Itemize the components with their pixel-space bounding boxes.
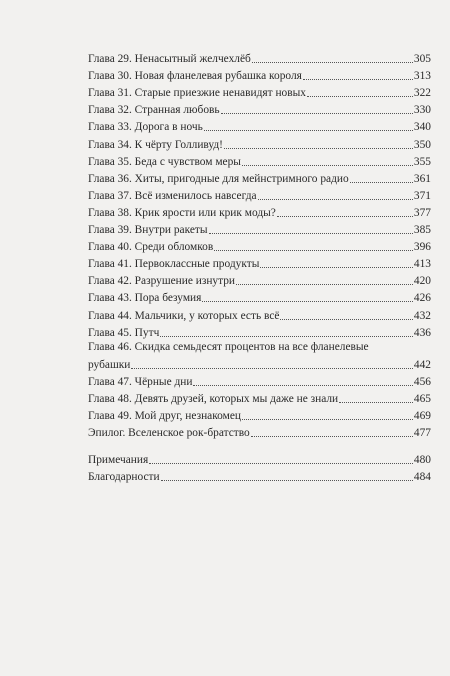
toc-entry-title: Глава 30. Новая фланелевая рубашка короля (88, 70, 302, 83)
toc-entry-page: 350 (413, 138, 431, 151)
toc-entry (88, 237, 431, 254)
toc-entry-title: Глава 33. Дорога в ночь (88, 121, 203, 134)
toc-leader-dots (224, 148, 413, 149)
toc-leader-dots (202, 301, 413, 302)
toc-entry-page: 371 (413, 189, 431, 202)
toc-leader-dots (193, 385, 412, 386)
toc-entry (88, 406, 431, 423)
toc-entry-title: Благодарности (88, 471, 160, 484)
toc-entry-page: 396 (413, 241, 431, 254)
toc-entry (88, 271, 431, 288)
toc-entry-continuation (88, 355, 431, 372)
toc-entry-page: 355 (413, 155, 431, 168)
toc-entry (88, 49, 431, 66)
toc-entry (88, 323, 431, 340)
toc-entry-title: Глава 43. Пора безумия (88, 292, 202, 305)
toc-entry-title: Глава 47. Чёрные дни (88, 375, 193, 388)
toc-entry-title: Глава 46. Скидка семьдесят процентов на все фланелевые (88, 340, 369, 353)
table-of-contents (88, 49, 431, 484)
toc-leader-dots (131, 368, 413, 369)
toc-entry-page: 465 (413, 392, 431, 405)
toc-entry-title: Глава 48. Девять друзей, которых мы даже не знали (88, 392, 339, 405)
toc-leader-dots (236, 284, 413, 285)
toc-entry-page: 361 (413, 172, 431, 185)
toc-entry-page: 484 (413, 471, 431, 484)
toc-leader-dots (252, 62, 413, 63)
toc-entry-title: Эпилог. Вселенское рок-братство (88, 427, 250, 440)
toc-leader-dots (251, 436, 413, 437)
toc-entry-title: Примечания (88, 454, 149, 467)
toc-entry-page: 436 (413, 326, 431, 339)
toc-entry-title: Глава 40. Среди обломков (88, 241, 214, 254)
toc-entry (88, 389, 431, 406)
toc-entry-title: Глава 45. Путч (88, 326, 160, 339)
toc-entry-title: Глава 41. Первоклассные продукты (88, 258, 260, 271)
toc-entry-page: 330 (413, 104, 431, 117)
toc-leader-dots (303, 79, 413, 80)
toc-entry (88, 169, 431, 186)
toc-leader-dots (260, 267, 413, 268)
toc-leader-dots (221, 113, 413, 114)
toc-leader-dots (339, 402, 413, 403)
toc-entry (88, 100, 431, 117)
toc-entry (88, 467, 431, 484)
toc-entry-title: Глава 36. Хиты, пригодные для мейнстримного радио (88, 172, 349, 185)
toc-entry (88, 66, 431, 83)
toc-leader-dots (258, 199, 413, 200)
toc-entry (88, 152, 431, 169)
toc-entry (88, 254, 431, 271)
toc-entry-title: Глава 32. Странная любовь (88, 104, 220, 117)
toc-entry (88, 203, 431, 220)
toc-leader-dots (214, 250, 413, 251)
toc-entry (88, 340, 431, 372)
toc-entry-title: Глава 42. Разрушение изнутри (88, 275, 236, 288)
toc-leader-dots (161, 480, 413, 481)
toc-leader-dots (242, 165, 413, 166)
toc-entry (88, 134, 431, 151)
toc-entry-page: 413 (413, 258, 431, 271)
toc-leader-dots (160, 336, 413, 337)
toc-entry-page: 322 (413, 87, 431, 100)
toc-entry-title: Глава 39. Внутри ракеты (88, 224, 208, 237)
toc-entry-page: 480 (413, 454, 431, 467)
toc-entry-page: 340 (413, 121, 431, 134)
toc-entry (88, 288, 431, 305)
toc-leader-dots (149, 463, 413, 464)
toc-entry-page: 477 (413, 427, 431, 440)
toc-entry (88, 372, 431, 389)
toc-entry-page: 442 (413, 358, 431, 371)
toc-entry (88, 83, 431, 100)
toc-entry-page: 432 (413, 309, 431, 322)
toc-leader-dots (204, 130, 413, 131)
toc-entry (88, 117, 431, 134)
toc-entry (88, 450, 431, 467)
toc-entry (88, 220, 431, 237)
toc-entry-page: 377 (413, 206, 431, 219)
toc-leader-dots (277, 216, 413, 217)
toc-leader-dots (280, 319, 412, 320)
toc-entry-title-continued: рубашки (88, 358, 131, 371)
toc-entry (88, 186, 431, 203)
toc-entry-title: Глава 29. Ненасытный желчехлёб (88, 53, 251, 66)
toc-entry-title: Глава 34. К чёрту Голливуд! (88, 138, 223, 151)
toc-leader-dots (209, 233, 413, 234)
toc-entry-page: 305 (413, 53, 431, 66)
section-gap (88, 440, 431, 450)
toc-leader-dots (350, 182, 413, 183)
toc-entry-page: 385 (413, 224, 431, 237)
toc-entry-title: Глава 44. Мальчики, у которых есть всё (88, 309, 280, 322)
toc-entry-title: Глава 31. Старые приезжие ненавидят новых (88, 87, 306, 100)
toc-entry-title: Глава 49. Мой друг, незнакомец (88, 409, 242, 422)
toc-entry-page: 469 (413, 409, 431, 422)
toc-entry (88, 305, 431, 322)
toc-entry (88, 423, 431, 440)
toc-entry-page: 420 (413, 275, 431, 288)
toc-entry-title: Глава 37. Всё изменилось навсегда (88, 189, 257, 202)
toc-entry-page: 456 (413, 375, 431, 388)
toc-entry-title: Глава 35. Беда с чувством меры (88, 155, 241, 168)
toc-entry-page: 313 (413, 70, 431, 83)
toc-entry-title: Глава 38. Крик ярости или крик моды? (88, 206, 276, 219)
toc-entry-page: 426 (413, 292, 431, 305)
toc-leader-dots (242, 419, 413, 420)
toc-leader-dots (307, 96, 413, 97)
